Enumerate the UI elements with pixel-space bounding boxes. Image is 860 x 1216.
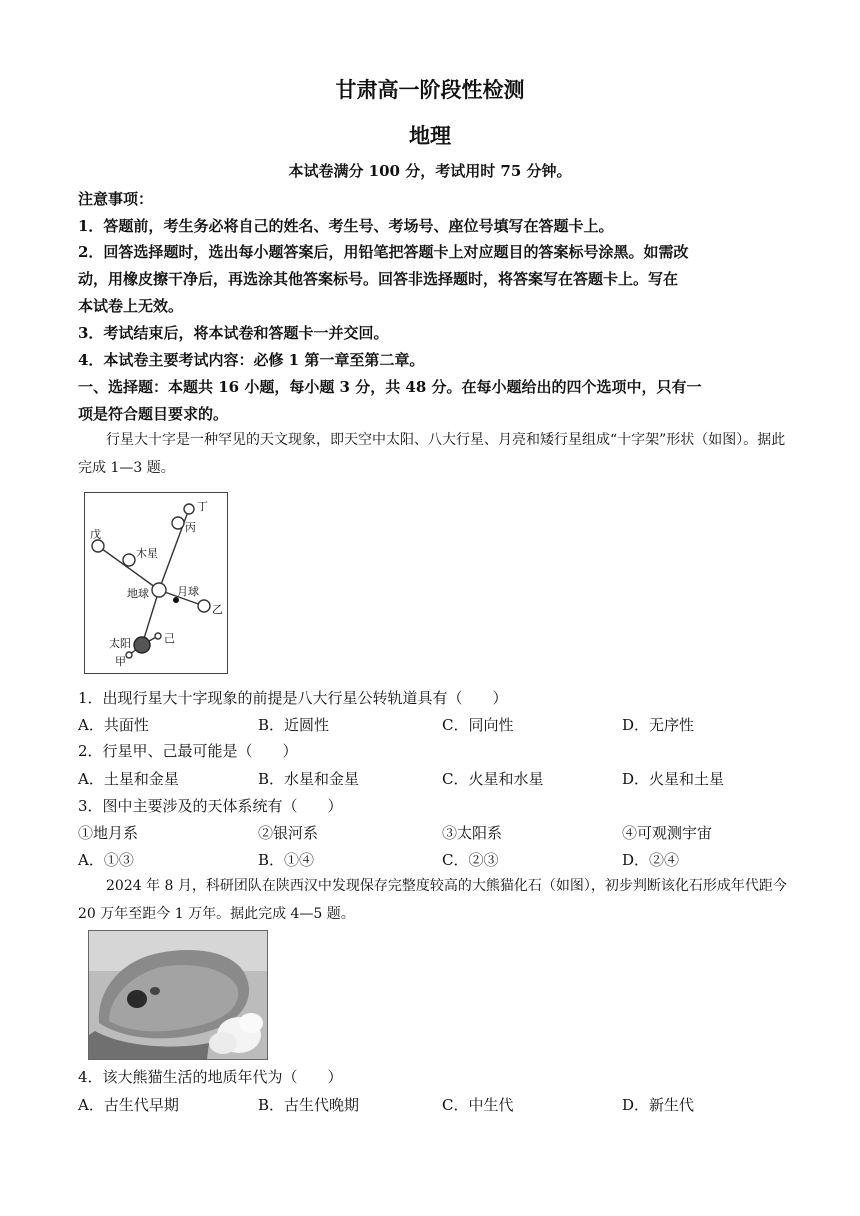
question-4-stem: 4．该大熊猫生活的地质年代为（ ） [78, 1068, 343, 1086]
label-yi: 乙 [212, 603, 223, 616]
label-moon: 月球 [177, 585, 199, 598]
notes-heading: 注意事项： [78, 190, 154, 208]
question-2-option-d: D．火星和土星 [622, 770, 725, 788]
note-line-5: 3．考试结束后，将本试卷和答题卡一并交回。 [78, 324, 389, 342]
question-1-option-d: D．无序性 [622, 716, 695, 734]
label-sun: 太阳 [109, 637, 131, 650]
planet-cross-figure [84, 492, 228, 674]
label-ji: 己 [164, 632, 175, 645]
note-line-6: 4．本试卷主要考试内容：必修 1 第一章至第二章。 [78, 351, 425, 369]
label-wu: 戊 [90, 528, 101, 541]
planet-jia-circle [126, 652, 132, 658]
panda-fossil-image [89, 931, 267, 1059]
label-bing: 丙 [185, 521, 196, 534]
exam-info: 本试卷满分 100 分，考试用时 75 分钟。 [288, 162, 572, 180]
passage-1: 行星大十字是一种罕见的天文现象，即天空中太阳、八大行星、月亮和矮行星组成“十字架”形状（如图）。据此完成 1—3 题。 [78, 432, 786, 476]
note-line-4: 本试卷上无效。 [78, 297, 184, 315]
passage-2: 2024 年 8 月，科研团队在陕西汉中发现保存完整度较高的大熊猫化石（如图），初步判断该化石形成年代距今 20 万年至距今 1 万年。据此完成 4—5 题。 [78, 878, 787, 922]
question-2-option-c: C．火星和水星 [442, 770, 544, 788]
question-3-option-d: D．②④ [622, 851, 680, 869]
question-3-option-c: C．②③ [442, 851, 499, 869]
label-earth: 地球 [127, 587, 149, 600]
question-3-choice-4: ④可观测宇宙 [622, 824, 713, 842]
question-2-stem: 2．行星甲、己最可能是（ ） [78, 742, 298, 760]
planet-bing-circle [172, 517, 184, 529]
question-3-choice-3: ③太阳系 [442, 824, 503, 842]
question-2-option-b: B．水星和金星 [258, 770, 360, 788]
label-jupiter: 木星 [136, 547, 158, 560]
planet-earth-circle [152, 583, 166, 597]
question-1-option-c: C．同向性 [442, 716, 514, 734]
planet-jupiter-circle [123, 554, 135, 566]
panda-fossil-photo [88, 930, 268, 1060]
note-line-3: 动，用橡皮擦干净后，再选涂其他答案标号。回答非选择题时，将答案写在答题卡上。写在 [78, 270, 679, 288]
question-2-option-a: A．土星和金星 [78, 770, 179, 788]
question-4-option-a: A．古生代早期 [78, 1096, 179, 1114]
subject-title: 地理 [409, 123, 451, 148]
planet-ji-circle [155, 633, 161, 639]
question-1-option-b: B．近圆性 [258, 716, 330, 734]
section-heading-line-2: 项是符合题目要求的。 [78, 405, 229, 423]
planet-ding-circle [184, 504, 194, 514]
question-3-option-b: B．①④ [258, 851, 315, 869]
note-line-2: 2．回答选择题时，选出每小题答案后，用铅笔把答题卡上对应题目的答案标号涂黑。如需改 [78, 243, 689, 261]
label-ding: 丁 [197, 500, 208, 513]
question-3-choice-2: ②银河系 [258, 824, 319, 842]
note-line-1: 1．答题前，考生务必将自己的姓名、考生号、考场号、座位号填写在答题卡上。 [78, 217, 614, 235]
section-heading-line-1: 一、选择题：本题共 16 小题，每小题 3 分，共 48 分。在每小题给出的四个选项中，只有一 [78, 378, 702, 396]
planet-cross-diagram [85, 493, 227, 673]
question-4-option-c: C．中生代 [442, 1096, 514, 1114]
question-1-option-a: A．共面性 [78, 716, 149, 734]
question-3-option-a: A．①③ [78, 851, 134, 869]
planet-yi-circle [198, 600, 210, 612]
question-3-stem: 3．图中主要涉及的天体系统有（ ） [78, 797, 343, 815]
question-3-choice-1: ①地月系 [78, 824, 139, 842]
label-jia: 甲 [115, 655, 126, 668]
question-4-option-b: B．古生代晚期 [258, 1096, 360, 1114]
sun-circle [134, 637, 150, 653]
page-title: 甘肃高一阶段性检测 [335, 77, 525, 102]
question-4-option-d: D．新生代 [622, 1096, 695, 1114]
question-1-stem: 1．出现行星大十字现象的前提是八大行星公转轨道具有（ ） [78, 689, 508, 707]
